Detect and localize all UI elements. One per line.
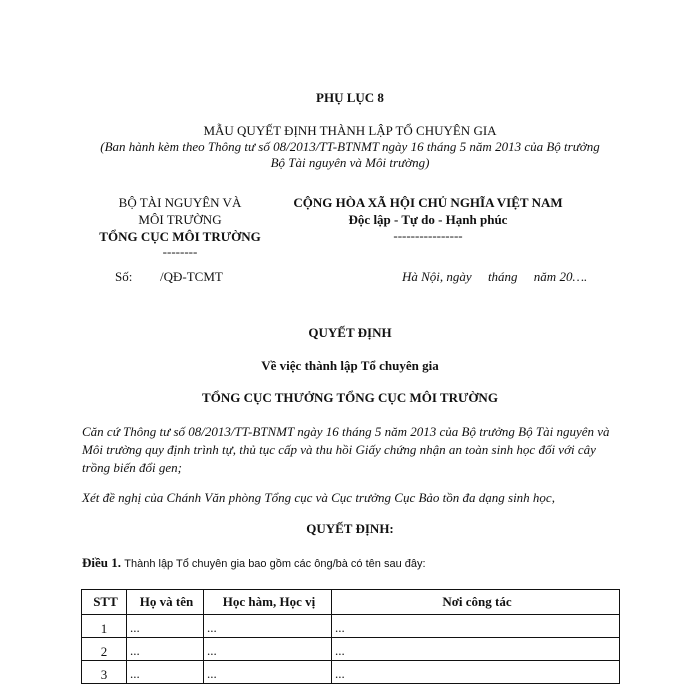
left-org-separator: -------- [162,244,198,259]
cell-name: ... [127,638,204,661]
national-separator: ---------------- [393,228,463,243]
issued-by-line-2: Bộ Tài nguyên và Môi trường) [270,155,430,170]
column-header-name: Họ và tên [127,590,204,615]
appendix-title: PHỤ LỤC 8 [316,90,384,105]
table-row [82,661,620,684]
table-header-row [82,590,620,615]
table-row [82,638,620,661]
cell-stt: 1 [82,615,127,638]
table-row [82,615,620,638]
form-title: MẪU QUYẾT ĐỊNH THÀNH LẬP TỔ CHUYÊN GIA [203,123,497,138]
cell-degree: ... [204,638,332,661]
number-label: Số: [115,269,133,284]
decides-heading: QUYẾT ĐỊNH: [306,521,394,536]
column-header-workplace: Nơi công tác [332,590,620,615]
number-code: /QĐ-TCMT [160,269,223,284]
legal-basis-paragraph: Căn cứ Thông tư số 08/2013/TT-BTNMT ngày 16 tháng 5 năm 2013 của Bộ trưởng Bộ Tài nguyên và Môi trường quy định trình tự, thủ tục cấp và thu hồi Giấy chứng nhận an toàn sinh học đối với cây trồng biến đổi gen; [82,424,610,475]
article-1 [82,555,426,571]
issued-by-line-1: (Ban hành kèm theo Thông tư số 08/2013/TT-BTNMT ngày 16 tháng 5 năm 2013 của Bộ trưởng [100,139,600,154]
national-motto: Độc lập - Tự do - Hạnh phúc [348,212,508,227]
decision-subject: Về việc thành lập Tổ chuyên gia [261,358,439,373]
left-org-line-3: TỔNG CỤC MÔI TRƯỜNG [99,229,261,244]
expert-members-table [81,589,620,684]
cell-stt: 3 [82,661,127,684]
cell-stt: 2 [82,638,127,661]
left-org-line-2: MÔI TRƯỜNG [138,212,222,227]
article-1-label: Điều 1. [82,555,121,570]
place-date: Hà Nội, ngày tháng năm 20…. [402,269,588,284]
article-1-text: Thành lập Tổ chuyên gia bao gồm các ông/bà có tên sau đây: [124,558,426,570]
national-title: CỘNG HÒA XÃ HỘI CHỦ NGHĨA VIỆT NAM [293,195,563,210]
cell-workplace: ... [332,615,620,638]
proposal-paragraph: Xét đề nghị của Chánh Văn phòng Tổng cục và Cục trưởng Cục Bảo tồn đa dạng sinh học, [82,490,555,505]
left-org-line-1: BỘ TÀI NGUYÊN VÀ [118,195,242,210]
cell-degree: ... [204,661,332,684]
cell-workplace: ... [332,661,620,684]
cell-workplace: ... [332,638,620,661]
cell-name: ... [127,661,204,684]
column-header-degree: Học hàm, Học vị [204,590,332,615]
column-header-stt: STT [82,590,127,615]
decision-title: QUYẾT ĐỊNH [308,325,392,340]
cell-degree: ... [204,615,332,638]
cell-name: ... [127,615,204,638]
decision-issuer: TỔNG CỤC THƯỞNG TỔNG CỤC MÔI TRƯỜNG [202,390,498,405]
